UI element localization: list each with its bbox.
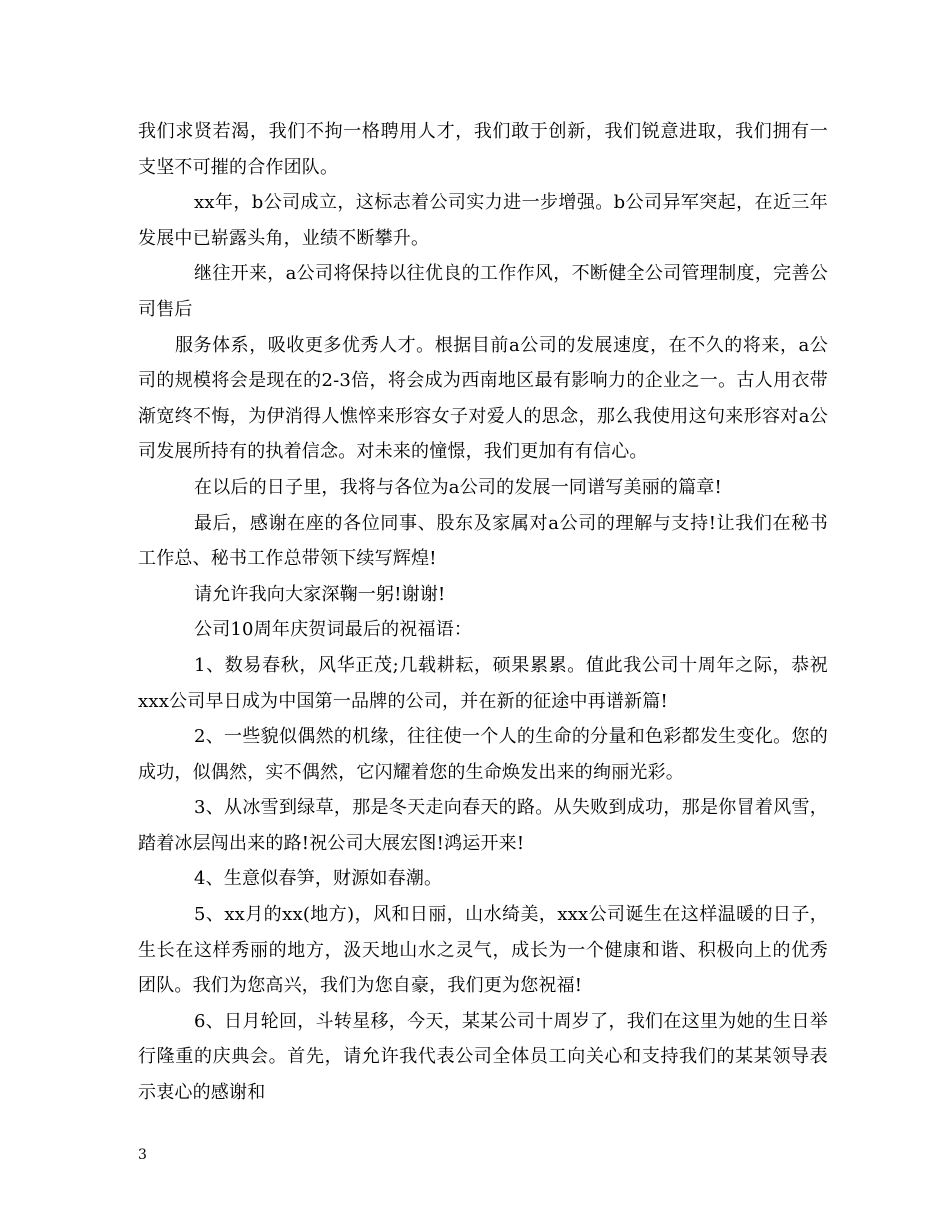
document-body <box>138 114 828 1111</box>
paragraph-5: 在以后的日子里，我将与各位为a公司的发展一同谱写美丽的篇章! <box>194 476 722 498</box>
wish-item-5: 5、xx月的xx(地方)，风和日丽，山水绮美，xxx公司诞生在这样温暖的日子，生长在这样秀丽的地方，汲天地山水之灵气，成长为一个健康和谐、积极向上的优秀团队。我们为您高兴，我们为您自豪，我们更为您祝福! <box>138 904 828 997</box>
wish-item-1: 1、数易春秋，风华正茂;几载耕耘，硕果累累。值此我公司十周年之际，恭祝xxx公司早日成为中国第一品牌的公司，并在新的征途中再谱新篇! <box>138 654 828 712</box>
wish-item-3: 3、从冰雪到绿草，那是冬天走向春天的路。从失败到成功，那是你冒着风雪，踏着冰层闯出来的路!祝公司大展宏图!鸿运开来! <box>138 797 828 854</box>
wish-item-4: 4、生意似春笋，财源如春潮。 <box>194 868 443 890</box>
page-number: 3 <box>138 1147 147 1163</box>
paragraph-2: xx年，b公司成立，这标志着公司实力进一步增强。b公司异军突起，在近三年发展中已崭露头角，业绩不断攀升。 <box>138 192 828 249</box>
paragraph-3: 继往开来，a公司将保持以往优良的工作作风，不断健全公司管理制度，完善公司售后 <box>138 263 828 320</box>
paragraph-1: 我们求贤若渴，我们不拘一格聘用人才，我们敢于创新，我们锐意进取，我们拥有一支坚不可摧的合作团队。 <box>138 121 828 178</box>
paragraph-8: 公司10周年庆贺词最后的祝福语： <box>194 619 473 641</box>
paragraph-6: 最后，感谢在座的各位同事、股东及家属对a公司的理解与支持!让我们在秘书工作总、秘书工作总带领下续写辉煌! <box>138 512 828 570</box>
wish-item-6: 6、日月轮回，斗转星移，今天，某某公司十周岁了，我们在这里为她的生日举行隆重的庆典会。首先，请允许我代表公司全体员工向关心和支持我们的某某领导表示衷心的感谢和 <box>138 1010 828 1104</box>
paragraph-4: 服务体系，吸收更多优秀人才。根据目前a公司的发展速度，在不久的将来，a公司的规模将会是现在的2-3倍，将会成为西南地区最有影响力的企业之一。古人用衣带渐宽终不悔，为伊消得人憔悴来形容女子对爱人的思念，那么我使用这句来形容对a公司发展所持有的执着信念。对未来的憧憬，我们更加有有信心。 <box>138 334 828 463</box>
wish-item-2: 2、一些貌似偶然的机缘，往往使一个人的生命的分量和色彩都发生变化。您的成功，似偶然，实不偶然，它闪耀着您的生命焕发出来的绚丽光彩。 <box>138 726 828 783</box>
paragraph-7: 请允许我向大家深鞠一躬!谢谢! <box>194 583 446 605</box>
